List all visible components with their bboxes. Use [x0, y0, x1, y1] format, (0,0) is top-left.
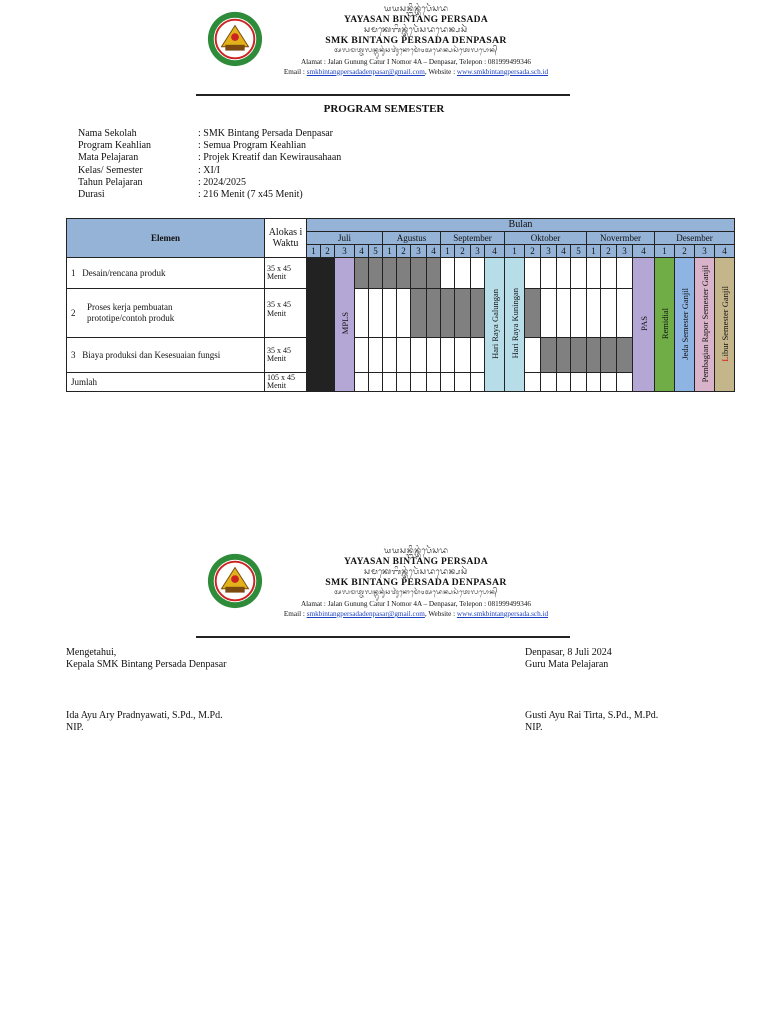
- week-header: 2: [675, 245, 695, 258]
- info-label: Kelas/ Semester: [78, 164, 143, 176]
- week-cell-filled: [397, 258, 411, 289]
- week-cell: [571, 289, 587, 338]
- mpls-label: MPLS: [339, 312, 350, 335]
- contact-line: [262, 67, 570, 78]
- email-link[interactable]: smkbintangpersadadenpasar@gmail.com: [306, 610, 425, 618]
- week-cell: [557, 258, 571, 289]
- letterhead-bottom: [200, 546, 570, 638]
- pas-label: PAS: [638, 316, 649, 331]
- week-cell: [397, 373, 411, 392]
- week-cell-filled: [601, 338, 617, 373]
- week-header: 4: [485, 245, 505, 258]
- info-label: Mata Pelajaran: [78, 152, 139, 164]
- alokasi-cell: 35 x 45 Menit: [265, 258, 307, 289]
- info-row: [78, 177, 341, 189]
- week-header: 4: [355, 245, 369, 258]
- week-cell: [571, 258, 587, 289]
- week-cell: [427, 338, 441, 373]
- row-number: 3: [71, 350, 76, 360]
- website-link[interactable]: www.smkbintangpersada.sch.id: [456, 610, 549, 618]
- week-header: 1: [383, 245, 397, 258]
- week-cell: [455, 373, 471, 392]
- week-cell: [541, 289, 557, 338]
- info-row: [78, 152, 341, 164]
- week-cell: [525, 373, 541, 392]
- week-cell: [441, 373, 455, 392]
- week-cell: [369, 373, 383, 392]
- week-cell-filled: [427, 258, 441, 289]
- balinese-script-2: ᬲᬫᬓᬾᬩᬶᬦ᭄ᬢᬂᬧᬾᬃᬲᬤᬤᬾᬦ᭄ᬧᬲᬃ: [363, 567, 469, 576]
- website-link[interactable]: www.smkbintangpersada.sch.id: [456, 68, 549, 76]
- week-cell: [427, 373, 441, 392]
- elemen-cell: [67, 289, 265, 338]
- week-header: 4: [633, 245, 655, 258]
- info-row: [78, 140, 341, 152]
- galungan-label: Hari Raya Galungan: [489, 288, 500, 359]
- week-cell-filled: [525, 289, 541, 338]
- week-cell: [355, 289, 369, 338]
- week-header: 4: [715, 245, 735, 258]
- info-value: : 216 Menit (7 x45 Menit): [198, 189, 303, 201]
- info-label: Nama Sekolah: [78, 128, 137, 139]
- header-rule: [196, 636, 570, 638]
- week-cell: [587, 289, 601, 338]
- week-cell: [455, 338, 471, 373]
- info-label: Tahun Pelajaran: [78, 176, 143, 188]
- week-cell: [601, 373, 617, 392]
- header-rule: [196, 94, 570, 96]
- week-cell: [471, 373, 485, 392]
- week-cell: [471, 258, 485, 289]
- school-logo-icon: [206, 552, 264, 610]
- week-header: 1: [587, 245, 601, 258]
- week-cell: [355, 338, 369, 373]
- signature-right-name: [525, 710, 658, 734]
- week-cell-filled: [427, 289, 441, 338]
- info-block: [78, 128, 341, 201]
- galungan-cell: [485, 258, 505, 392]
- sig-right-nip: NIP.: [525, 722, 543, 733]
- week-cell-filled: [411, 289, 427, 338]
- week-cell: [397, 338, 411, 373]
- week-cell: [617, 289, 633, 338]
- week-cell-blocked: [307, 258, 321, 392]
- letterhead-top: [200, 4, 570, 96]
- week-cell: [383, 289, 397, 338]
- libur-rest: ibur Semester Ganjil: [719, 285, 730, 357]
- signature-right: [525, 647, 612, 671]
- week-cell: [557, 373, 571, 392]
- school-address: Alamat : Jalan Gunung Catur I Nomor 4A – Denpasar, Telepon : 081999499346: [300, 599, 532, 608]
- week-cell: [369, 289, 383, 338]
- info-row: [78, 128, 341, 140]
- week-cell: [455, 258, 471, 289]
- week-cell-filled: [355, 258, 369, 289]
- week-cell-filled: [383, 258, 397, 289]
- week-cell-filled: [557, 338, 571, 373]
- table-row: [67, 258, 735, 289]
- week-cell: [587, 258, 601, 289]
- week-cell: [383, 338, 397, 373]
- week-header: 1: [505, 245, 525, 258]
- week-cell: [617, 258, 633, 289]
- elemen-cell: [67, 338, 265, 373]
- foundation-name: YAYASAN BINTANG PERSADA: [344, 556, 488, 567]
- week-header: 1: [441, 245, 455, 258]
- website-label: , Website :: [424, 610, 457, 618]
- week-header: 2: [321, 245, 335, 258]
- month-header: Juli: [307, 232, 383, 245]
- balinese-script-2: ᬲᬫᬓᬾᬩᬶᬦ᭄ᬢᬂᬧᬾᬃᬲᬤᬤᬾᬦ᭄ᬧᬲᬃ: [363, 25, 469, 34]
- week-cell-filled: [411, 258, 427, 289]
- month-header: September: [441, 232, 505, 245]
- week-cell-filled: [571, 338, 587, 373]
- week-cell: [383, 373, 397, 392]
- week-header: 5: [369, 245, 383, 258]
- libur-label: [720, 286, 730, 362]
- week-header: 2: [455, 245, 471, 258]
- month-header: Agustus: [383, 232, 441, 245]
- week-header: 2: [601, 245, 617, 258]
- balinese-script-1: ᬬᬬᬲᬦ᭄ᬩᬶᬦ᭄ᬢᬂᬧᬾᬃᬲᬤ: [383, 4, 449, 13]
- pas-cell: [633, 258, 655, 392]
- balinese-script-1: ᬬᬬᬲᬦ᭄ᬩᬶᬦ᭄ᬢᬂᬧᬾᬃᬲᬤ: [383, 546, 449, 555]
- balinese-script-3: ᬅᬮᬫᬢ᭄ᬚᬮᬦ᭄ᬕᬸᬦᬸᬂᬘᬢᬸᬃᬦᭀᬫᭀᬃ᭔ᬅᬤᬾᬦ᭄ᬧᬲᬃᬢᬾᬮᬧᭀᬦ᭄: [334, 589, 498, 596]
- row-name: Proses kerja pembuatan prototipe/contoh produk: [87, 302, 175, 323]
- sig-right-line1: Denpasar, 8 Juli 2024: [525, 647, 612, 658]
- jeda-cell: [675, 258, 695, 392]
- info-label: Program Keahlian: [78, 140, 152, 152]
- week-header: 3: [695, 245, 715, 258]
- school-logo-icon: [206, 10, 264, 68]
- kuningan-cell: [505, 258, 525, 392]
- week-header: 5: [571, 245, 587, 258]
- rapor-cell: [695, 258, 715, 392]
- jumlah-value: 105 x 45 Menit: [265, 373, 307, 392]
- email-label: Email :: [283, 68, 307, 76]
- week-cell-filled: [369, 258, 383, 289]
- week-cell: [411, 373, 427, 392]
- week-cell-filled: [541, 338, 557, 373]
- school-name: SMK BINTANG PERSADA DENPASAR: [325, 576, 507, 588]
- info-row: [78, 189, 341, 201]
- month-header: Desember: [655, 232, 735, 245]
- jeda-label: Jeda Semester Ganjil: [679, 287, 690, 360]
- bulan-header: Bulan: [307, 219, 735, 232]
- libur-initial: L: [719, 356, 730, 362]
- week-header: 3: [411, 245, 427, 258]
- week-cell: [355, 373, 369, 392]
- elemen-cell: [67, 258, 265, 289]
- week-cell: [571, 373, 587, 392]
- school-address: Alamat : Jalan Gunung Catur I Nomor 4A – Denpasar, Telepon : 081999499346: [300, 57, 532, 66]
- week-cell: [411, 338, 427, 373]
- sig-left-line1: Mengetahui,: [66, 647, 117, 658]
- week-cell: [617, 373, 633, 392]
- week-cell-filled: [471, 289, 485, 338]
- sig-left-name: Ida Ayu Ary Pradnyawati, S.Pd., M.Pd.: [66, 710, 223, 721]
- week-cell: [397, 289, 411, 338]
- week-cell: [601, 289, 617, 338]
- alokasi-header: Alokas i Waktu: [265, 219, 307, 258]
- week-cell: [525, 338, 541, 373]
- week-cell-filled: [617, 338, 633, 373]
- jumlah-label: Jumlah: [67, 373, 265, 392]
- week-header: 3: [541, 245, 557, 258]
- signature-left-name: [66, 710, 223, 734]
- week-cell: [587, 373, 601, 392]
- week-header: 3: [617, 245, 633, 258]
- week-header: 3: [471, 245, 485, 258]
- week-header: 3: [335, 245, 355, 258]
- foundation-name: YAYASAN BINTANG PERSADA: [344, 14, 488, 25]
- week-header: 2: [525, 245, 541, 258]
- rapor-label: Pembagian Rapor Semester Ganjil: [699, 264, 710, 383]
- week-cell-filled: [455, 289, 471, 338]
- row-name: Desain/rencana produk: [82, 268, 166, 278]
- sig-left-nip: NIP.: [66, 722, 84, 733]
- email-label: Email :: [283, 610, 307, 618]
- week-header: 2: [397, 245, 411, 258]
- info-value: : SMK Bintang Persada Denpasar: [198, 128, 333, 139]
- page-title: PROGRAM SEMESTER: [323, 103, 445, 115]
- alokasi-cell: 35 x 45 Menit: [265, 289, 307, 338]
- sig-right-name: Gusti Ayu Rai Tirta, S.Pd., M.Pd.: [525, 710, 659, 721]
- week-header: 1: [307, 245, 321, 258]
- week-header: 1: [655, 245, 675, 258]
- row-number: 1: [71, 268, 76, 278]
- week-cell: [471, 338, 485, 373]
- sig-left-line2: Kepala SMK Bintang Persada Denpasar: [66, 659, 227, 670]
- signature-left: [66, 647, 227, 671]
- info-value: : Projek Kreatif dan Kewirausahaan: [198, 152, 342, 164]
- elemen-header: Elemen: [67, 219, 265, 258]
- info-value: : XI/I: [198, 164, 220, 176]
- libur-cell: [715, 258, 735, 392]
- schedule-table: [66, 218, 735, 392]
- info-value: : Semua Program Keahlian: [198, 140, 307, 152]
- week-cell: [369, 338, 383, 373]
- week-cell: [601, 258, 617, 289]
- week-cell: [525, 258, 541, 289]
- website-label: , Website :: [424, 68, 457, 76]
- kuningan-label: Hari Raya Kuningan: [509, 288, 520, 359]
- week-cell-filled: [441, 289, 455, 338]
- balinese-script-3: ᬅᬮᬫᬢ᭄ᬚᬮᬦ᭄ᬕᬸᬦᬸᬂᬘᬢᬸᬃᬦᭀᬫᭀᬃ᭔ᬅᬤᬾᬦ᭄ᬧᬲᬃᬢᬾᬮᬧᭀᬦ᭄: [334, 47, 498, 54]
- month-header: Novermber: [587, 232, 655, 245]
- week-cell: [541, 258, 557, 289]
- info-value: : 2024/2025: [198, 176, 247, 188]
- remidial-cell: [655, 258, 675, 392]
- week-header: 4: [557, 245, 571, 258]
- alokasi-cell: 35 x 45 Menit: [265, 338, 307, 373]
- week-cell-filled: [587, 338, 601, 373]
- school-name: SMK BINTANG PERSADA DENPASAR: [325, 34, 507, 46]
- contact-line: [262, 609, 570, 620]
- week-header: 4: [427, 245, 441, 258]
- week-cell: [441, 338, 455, 373]
- row-name: Biaya produksi dan Kesesuaian fungsi: [82, 350, 221, 360]
- mpls-cell: [335, 258, 355, 392]
- week-cell-blocked: [321, 258, 335, 392]
- remidial-label: Remidial: [659, 307, 670, 340]
- sig-right-line2: Guru Mata Pelajaran: [525, 659, 609, 670]
- row-number: 2: [71, 308, 76, 318]
- week-cell: [441, 258, 455, 289]
- info-label: Durasi: [78, 189, 105, 201]
- month-header: Oktober: [505, 232, 587, 245]
- email-link[interactable]: smkbintangpersadadenpasar@gmail.com: [306, 68, 425, 76]
- week-cell: [541, 373, 557, 392]
- info-row: [78, 165, 341, 177]
- week-cell: [557, 289, 571, 338]
